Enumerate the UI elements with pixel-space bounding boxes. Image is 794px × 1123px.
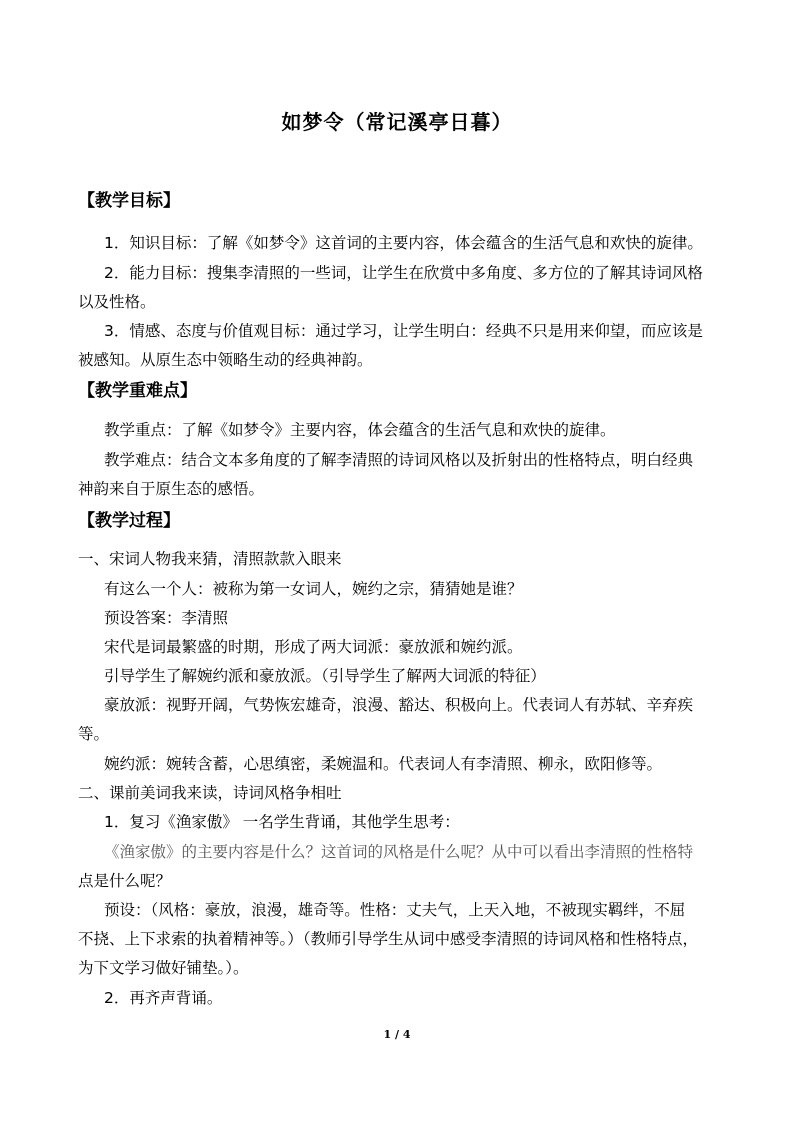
paragraph: 教学重点：了解《如梦令》主要内容，体会蕴含的生活气息和欢快的旋律。 bbox=[104, 421, 616, 439]
section-heading-process: 【教学过程】 bbox=[78, 511, 180, 531]
paragraph: 预设答案：李清照 bbox=[104, 609, 229, 627]
paragraph: 《渔家傲》的主要内容是什么？这首词的风格是什么呢？从中可以看出李清照的性格特 bbox=[104, 843, 694, 861]
paragraph: 教学难点：结合文本多角度的了解李清照的诗词风格以及折射出的性格特点，明白经典 bbox=[104, 451, 694, 469]
paragraph: 宋代是词最繁盛的时期，形成了两大词派：豪放派和婉约派。 bbox=[104, 638, 523, 656]
section-heading-objectives: 【教学目标】 bbox=[78, 191, 180, 211]
paragraph: 有这么一个人：被称为第一女词人，婉约之宗，猜猜她是谁？ bbox=[104, 580, 523, 598]
paragraph: 被感知。从原生态中领略生动的经典神韵。 bbox=[78, 351, 373, 369]
paragraph: 2．能力目标：搜集李清照的一些词，让学生在欣赏中多角度、多方位的了解其诗词风格 bbox=[104, 264, 703, 282]
paragraph: 为下文学习做好铺垫。）。 bbox=[78, 959, 249, 977]
page-title: 如梦令（常记溪亭日暮） bbox=[281, 110, 513, 134]
subheading: 一、宋词人物我来猜，清照款款入眼来 bbox=[78, 550, 342, 568]
paragraph: 以及性格。 bbox=[78, 293, 156, 311]
paragraph: 婉约派：婉转含蓄，心思缜密，柔婉温和。代表词人有李清照、柳永，欧阳修等。 bbox=[104, 755, 663, 773]
paragraph: 点是什么呢？ bbox=[78, 872, 172, 890]
paragraph: 3．情感、态度与价值观目标：通过学习，让学生明白：经典不只是用来仰望，而应该是 bbox=[104, 322, 703, 340]
page-number: 1 / 4 bbox=[383, 1028, 411, 1041]
section-heading-key-points: 【教学重难点】 bbox=[78, 381, 197, 401]
paragraph: 等。 bbox=[78, 725, 110, 743]
paragraph: 1．知识目标：了解《如梦令》这首词的主要内容，体会蕴含的生活气息和欢快的旋律。 bbox=[104, 234, 703, 252]
paragraph: 神韵来自于原生态的感悟。 bbox=[78, 480, 265, 498]
paragraph: 不挠、上下求索的执着精神等。）（教师引导学生从词中感受李清照的诗词风格和性格特点， bbox=[78, 930, 699, 948]
paragraph: 1．复习《渔家傲》 一名学生背诵，其他学生思考： bbox=[104, 813, 460, 831]
paragraph: 豪放派：视野开阔，气势恢宏雄奇，浪漫、豁达、积极向上。代表词人有苏轼、辛弃疾 bbox=[104, 696, 694, 714]
paragraph: 引导学生了解婉约派和豪放派。（引导学生了解两大词派的特征） bbox=[104, 667, 546, 685]
subheading: 二、课前美词我来读，诗词风格争相吐 bbox=[78, 784, 342, 802]
paragraph: 预设：（风格：豪放，浪漫，雄奇等。性格：丈夫气，上天入地，不被现实羁绊，不屈 bbox=[104, 901, 686, 919]
paragraph: 2．再齐声背诵。 bbox=[104, 989, 223, 1007]
